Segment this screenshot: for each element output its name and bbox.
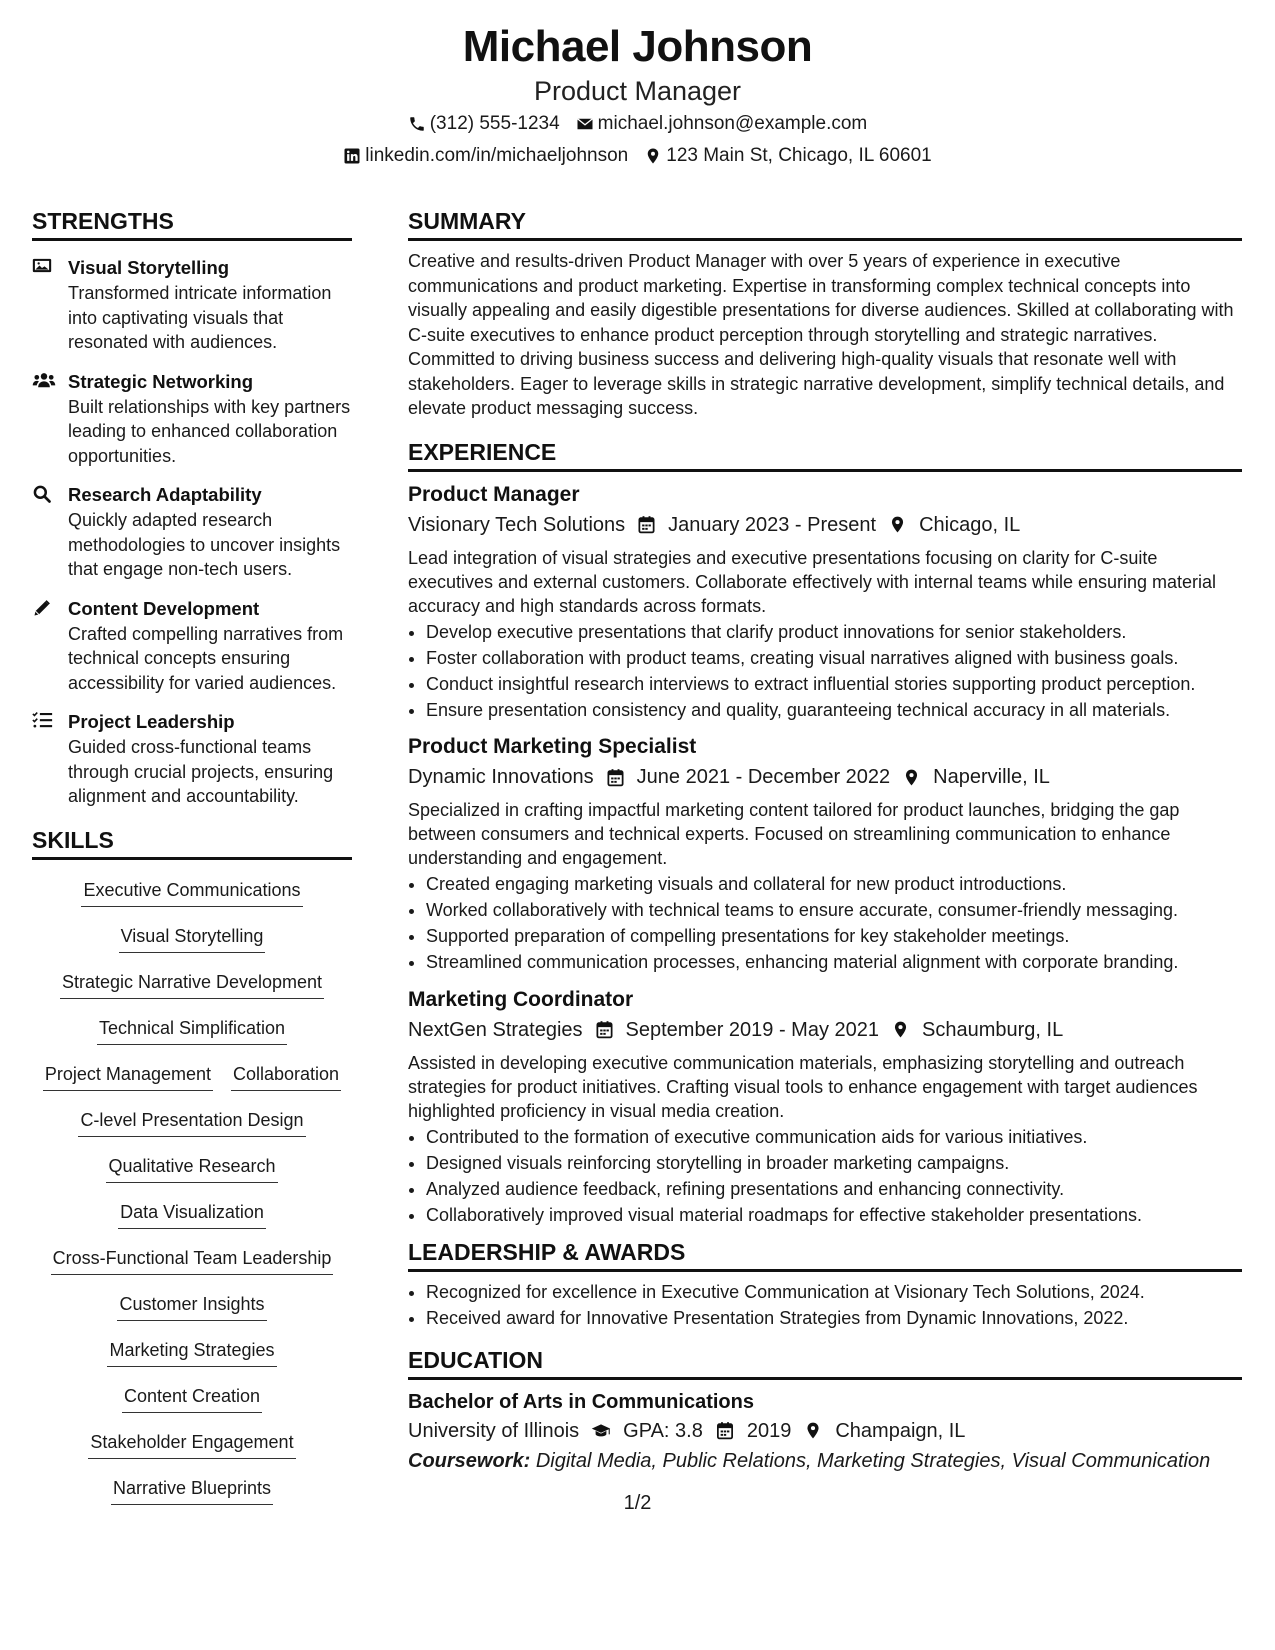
search-icon xyxy=(32,484,54,504)
job-description: Assisted in developing executive communication materials, emphasizing storytelling and outreach strategies for product initiatives. Crafting visual tools to enhance engagement with target audiences highlighted proficiency in visual media creation. xyxy=(408,1052,1198,1121)
edu-degree: Bachelor of Arts in Communications xyxy=(408,1390,754,1413)
skill-tag: Stakeholder Engagement xyxy=(88,1426,295,1459)
address-contact xyxy=(644,140,931,172)
awards-heading: LEADERSHIP & AWARDS xyxy=(408,1237,1242,1272)
job-dates: January 2023 - Present xyxy=(668,513,877,536)
phone-text: (312) 555-1234 xyxy=(429,113,560,134)
resume-header xyxy=(0,20,1275,172)
summary-heading: SUMMARY xyxy=(408,206,1242,241)
list-item: • Created engaging marketing visuals and collateral for new product introductions. xyxy=(426,872,1242,897)
envelope-icon xyxy=(576,115,594,133)
edu-year: 2019 xyxy=(746,1419,792,1442)
skills-heading: SKILLS xyxy=(32,825,352,860)
linkedin-icon xyxy=(343,147,361,165)
map-pin-icon xyxy=(888,515,907,534)
list-item: • Received award for Innovative Presentation Strategies from Dynamic Innovations, 2022. xyxy=(426,1306,1242,1331)
list-item: • Collaboratively improved visual material roadmaps for effective stakeholder presentations. xyxy=(426,1203,1242,1228)
job-meta xyxy=(408,510,1242,540)
skill-tag: Strategic Narrative Development xyxy=(60,966,324,999)
coursework-text: Digital Media, Public Relations, Marketing Strategies, Visual Communication xyxy=(535,1449,1211,1472)
strength-desc: Crafted compelling narratives from technical concepts ensuring accessibility for varied audiences. xyxy=(68,623,344,693)
list-item: • Conduct insightful research interviews to extract influential stories supporting product perception. xyxy=(426,672,1242,697)
strength-desc: Built relationships with key partners leading to enhanced collaboration opportunities. xyxy=(68,396,351,466)
skill-tag: Narrative Blueprints xyxy=(111,1472,273,1505)
strength-item xyxy=(32,255,352,355)
skill-tag: Qualitative Research xyxy=(106,1150,277,1183)
calendar-icon xyxy=(595,1020,614,1039)
job-description: Lead integration of visual strategies and executive presentations focusing on clarity for C-suite executives and external customers. Collaborate effectively with internal teams while ensuring material accuracy and high standards across formats. xyxy=(408,547,1217,616)
phone-contact xyxy=(408,108,560,140)
job-location: Chicago, IL xyxy=(919,513,1021,536)
image-icon xyxy=(32,257,54,277)
job-entry xyxy=(408,480,1242,723)
list-item: • Designed visuals reinforcing storytelling in broader marketing campaigns. xyxy=(426,1151,1242,1176)
contact-row-1 xyxy=(0,108,1275,140)
edu-meta xyxy=(408,1416,1242,1446)
skill-tag: Content Creation xyxy=(122,1380,262,1413)
list-item: • Worked collaboratively with technical teams to ensure accurate, consumer-friendly messaging. xyxy=(426,898,1242,923)
strengths-heading: STRENGTHS xyxy=(32,206,352,241)
experience-heading: EXPERIENCE xyxy=(408,437,1242,472)
job-description: Specialized in crafting impactful marketing content tailored for product launches, bridging the gap between consumers and technical experts. Focused on streamlining communication to enhance understanding and engagement. xyxy=(408,800,1180,868)
skill-tag: Collaboration xyxy=(231,1058,341,1091)
email-text[interactable]: michael.johnson@example.com xyxy=(597,113,868,134)
job-entry xyxy=(408,732,1242,975)
strength-desc: Quickly adapted research methodologies to uncover insights that engage non-tech users. xyxy=(68,510,341,579)
job-dates: September 2019 - May 2021 xyxy=(625,1018,880,1041)
job-company: Visionary Tech Solutions xyxy=(408,513,626,536)
users-icon xyxy=(32,371,54,391)
skill-tag: Technical Simplification xyxy=(97,1012,287,1045)
job-entry xyxy=(408,985,1242,1228)
list-item: • Ensure presentation consistency and quality, guaranteeing technical accuracy in all materials. xyxy=(426,698,1242,723)
education-heading: EDUCATION xyxy=(408,1345,1242,1380)
skill-tag: Visual Storytelling xyxy=(119,920,266,953)
strength-title: Research Adaptability xyxy=(68,484,262,505)
candidate-role: Product Manager xyxy=(533,76,742,106)
map-pin-icon xyxy=(902,768,921,787)
list-item: • Analyzed audience feedback, refining presentations and enhancing connectivity. xyxy=(426,1177,1242,1202)
list-item: • Develop executive presentations that clarify product innovations for senior stakeholders. xyxy=(426,620,1242,645)
calendar-icon xyxy=(637,515,656,534)
skills-list xyxy=(32,868,352,1518)
job-bullets xyxy=(408,620,1242,723)
job-dates: June 2021 - December 2022 xyxy=(636,766,891,788)
job-company: NextGen Strategies xyxy=(408,1018,583,1041)
job-title: Marketing Coordinator xyxy=(408,987,634,1011)
skill-tag: C-level Presentation Design xyxy=(78,1104,305,1137)
edu-location: Champaign, IL xyxy=(835,1419,966,1442)
list-item: • Contributed to the formation of executive communication aids for various initiatives. xyxy=(426,1125,1242,1150)
skill-tag: Customer Insights xyxy=(117,1288,266,1321)
job-meta xyxy=(408,1015,1242,1045)
strength-item xyxy=(32,596,352,696)
coursework-label: Coursework: xyxy=(408,1449,531,1472)
contact-row-2 xyxy=(0,140,1275,172)
summary-text: Creative and results-driven Product Manager with over 5 years of experience in executive communications and product marketing. Expertise in transforming complex technical concepts into visually appealing and easily digestible presentations for diverse audiences. Skilled at collaborating with C-suite executives to enhance product perception through storytelling and strategic narratives. Committed to driving business success and delivering high-quality visuals that resonate well with stakeholders. Eager to leverage skills in strategic narrative development, simplify technical details, and elevate product messaging success. xyxy=(408,251,1234,418)
strength-desc: Transformed intricate information into captivating visuals that resonated with audiences. xyxy=(68,283,332,352)
left-column xyxy=(32,206,352,1518)
linkedin-contact[interactable] xyxy=(343,140,628,172)
map-pin-icon xyxy=(891,1020,910,1039)
skill-tag: Data Visualization xyxy=(118,1196,266,1229)
job-location: Naperville, IL xyxy=(933,766,1050,788)
list-item: • Foster collaboration with product teams, creating visual narratives aligned with business goals. xyxy=(426,646,1242,671)
skill-tag: Marketing Strategies xyxy=(107,1334,276,1367)
strength-title: Content Development xyxy=(68,597,260,619)
strength-item xyxy=(32,482,352,582)
map-pin-icon xyxy=(644,147,662,165)
linkedin-text[interactable]: linkedin.com/in/michaeljohnson xyxy=(365,145,629,166)
calendar-icon xyxy=(715,1421,735,1440)
strength-title: Strategic Networking xyxy=(68,370,254,392)
strength-item xyxy=(32,369,352,469)
list-item: • Supported preparation of compelling presentations for key stakeholder meetings. xyxy=(426,924,1242,949)
pencil-icon xyxy=(32,598,54,618)
edu-school: University of Illinois xyxy=(408,1419,580,1442)
skill-tag: Executive Communications xyxy=(81,874,302,907)
edu-coursework xyxy=(408,1446,1242,1476)
graduation-cap-icon xyxy=(591,1421,611,1440)
awards-list xyxy=(408,1280,1242,1331)
address-text: 123 Main St, Chicago, IL 60601 xyxy=(666,145,932,166)
right-column xyxy=(408,206,1242,1476)
job-location: Schaumburg, IL xyxy=(922,1018,1064,1041)
email-contact[interactable] xyxy=(576,108,868,140)
list-item: • Streamlined communication processes, enhancing material alignment with corporate branding. xyxy=(426,950,1242,975)
job-company: Dynamic Innovations xyxy=(408,766,594,788)
calendar-icon xyxy=(606,768,625,787)
map-pin-icon xyxy=(803,1421,823,1440)
page-number: 1/2 xyxy=(623,1492,652,1514)
job-bullets xyxy=(408,1125,1242,1228)
job-meta xyxy=(408,762,1242,792)
skill-tag: Cross-Functional Team Leadership xyxy=(51,1242,334,1275)
candidate-name: Michael Johnson xyxy=(462,22,813,71)
task-list-icon xyxy=(32,711,54,731)
strength-desc: Guided cross-functional teams through crucial projects, ensuring alignment and accountability. xyxy=(68,737,334,806)
phone-icon xyxy=(408,115,426,133)
edu-gpa: GPA: 3.8 xyxy=(623,1419,703,1442)
strength-item xyxy=(32,709,352,809)
job-title: Product Manager xyxy=(408,482,580,506)
skill-tag: Project Management xyxy=(43,1058,213,1091)
job-title: Product Marketing Specialist xyxy=(408,735,697,758)
strength-title: Project Leadership xyxy=(68,711,235,732)
list-item: • Recognized for excellence in Executive Communication at Visionary Tech Solutions, 2024. xyxy=(426,1280,1242,1305)
strength-title: Visual Storytelling xyxy=(68,257,230,278)
job-bullets xyxy=(408,872,1242,975)
